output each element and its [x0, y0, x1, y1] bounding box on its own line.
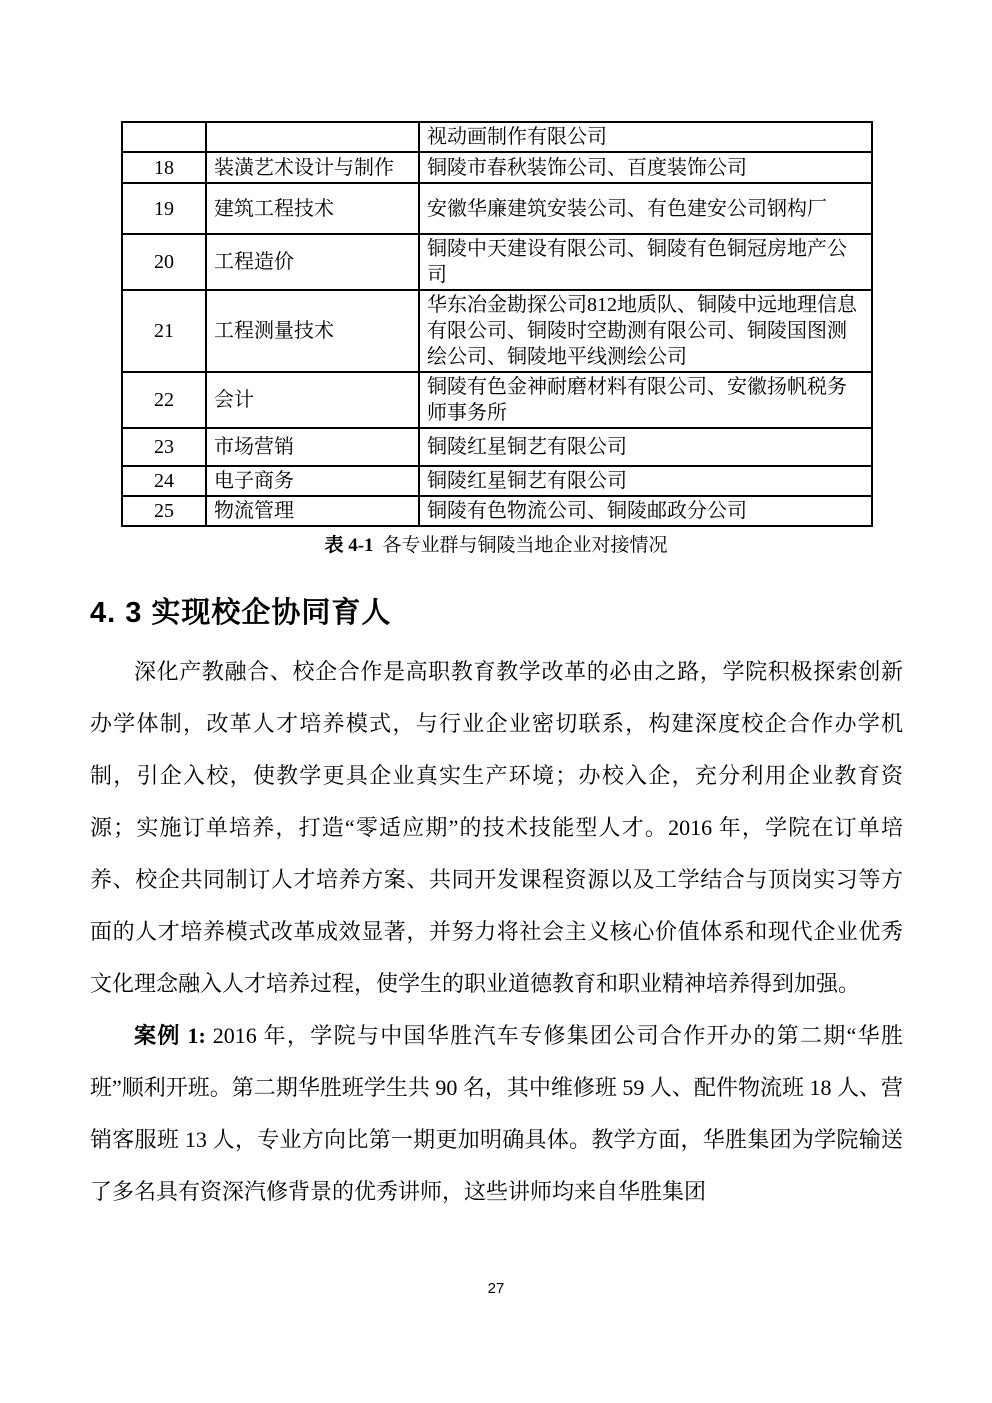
table-row	[122, 152, 872, 183]
cell-row-no: 23	[122, 428, 206, 466]
section-heading: 4. 3 实现校企协同育人	[90, 597, 392, 629]
cell-major: 装潢艺术设计与制作	[206, 152, 419, 183]
cell-major	[206, 122, 419, 152]
cell-major: 物流管理	[206, 496, 419, 526]
cell-companies: 铜陵中天建设有限公司、铜陵有色铜冠房地产公司	[419, 234, 872, 290]
table-row	[122, 122, 872, 152]
body-text	[90, 646, 903, 1218]
cell-companies: 安徽华廉建筑安装公司、有色建安公司钢构厂	[419, 183, 872, 234]
cell-companies: 铜陵红星铜艺有限公司	[419, 428, 872, 466]
cell-major: 工程造价	[206, 234, 419, 290]
cell-companies: 铜陵有色物流公司、铜陵邮政分公司	[419, 496, 872, 526]
cell-row-no: 25	[122, 496, 206, 526]
case-label: 案例 1:	[134, 1023, 206, 1048]
table-row	[122, 466, 872, 496]
cell-companies: 铜陵红星铜艺有限公司	[419, 466, 872, 496]
majors-companies-table	[121, 121, 873, 527]
table-row	[122, 372, 872, 428]
cell-row-no: 20	[122, 234, 206, 290]
cell-row-no: 19	[122, 183, 206, 234]
cell-major: 会计	[206, 372, 419, 428]
paragraph-text: 2016 年，学院与中国华胜汽车专修集团公司合作开办的第二期“华胜班”顺利开班。第二期华胜班学生共 90 名，其中维修班 59 人、配件物流班 18 人、营销客服班 13 人，专业方向比第一期更加明确具体。教学方面，华胜集团为学院输送了多名具有资深汽修背景的优秀讲师，这些讲师均来自华胜集团	[90, 1023, 903, 1204]
cell-major: 电子商务	[206, 466, 419, 496]
cell-companies: 华东冶金勘探公司812地质队、铜陵中远地理信息有限公司、铜陵时空勘测有限公司、铜陵国图测绘公司、铜陵地平线测绘公司	[419, 290, 872, 372]
cell-major: 工程测量技术	[206, 290, 419, 372]
page-number: 27	[487, 1280, 505, 1297]
cell-major: 市场营销	[206, 428, 419, 466]
table-caption-text: 各专业群与铜陵当地企业对接情况	[382, 535, 668, 556]
cell-companies: 视动画制作有限公司	[419, 122, 872, 152]
table-row	[122, 234, 872, 290]
table-row	[122, 183, 872, 234]
cell-row-no: 21	[122, 290, 206, 372]
table-caption-number: 表 4-1	[324, 535, 374, 556]
paragraph	[90, 646, 903, 1010]
cell-row-no: 24	[122, 466, 206, 496]
cell-row-no	[122, 122, 206, 152]
table-caption	[0, 533, 992, 559]
table-row	[122, 290, 872, 372]
paragraph	[90, 1010, 903, 1218]
cell-companies: 铜陵市春秋装饰公司、百度装饰公司	[419, 152, 872, 183]
table-row	[122, 496, 872, 526]
cell-row-no: 22	[122, 372, 206, 428]
table-row	[122, 428, 872, 466]
cell-major: 建筑工程技术	[206, 183, 419, 234]
cell-companies: 铜陵有色金神耐磨材料有限公司、安徽扬帆税务师事务所	[419, 372, 872, 428]
paragraph-text: 深化产教融合、校企合作是高职教育教学改革的必由之路，学院积极探索创新办学体制，改革人才培养模式，与行业企业密切联系，构建深度校企合作办学机制，引企入校，使教学更具企业真实生产环境；办校入企，充分利用企业教育资源；实施订单培养，打造“零适应期”的技术技能型人才。2016 年，学院在订单培养、校企共同制订人才培养方案、共同开发课程资源以及工学结合与顶岗实习等方面的人才培养模式改革成效显著，并努力将社会主义核心价值体系和现代企业优秀文化理念融入人才培养过程，使学生的职业道德教育和职业精神培养得到加强。	[90, 659, 903, 996]
cell-row-no: 18	[122, 152, 206, 183]
